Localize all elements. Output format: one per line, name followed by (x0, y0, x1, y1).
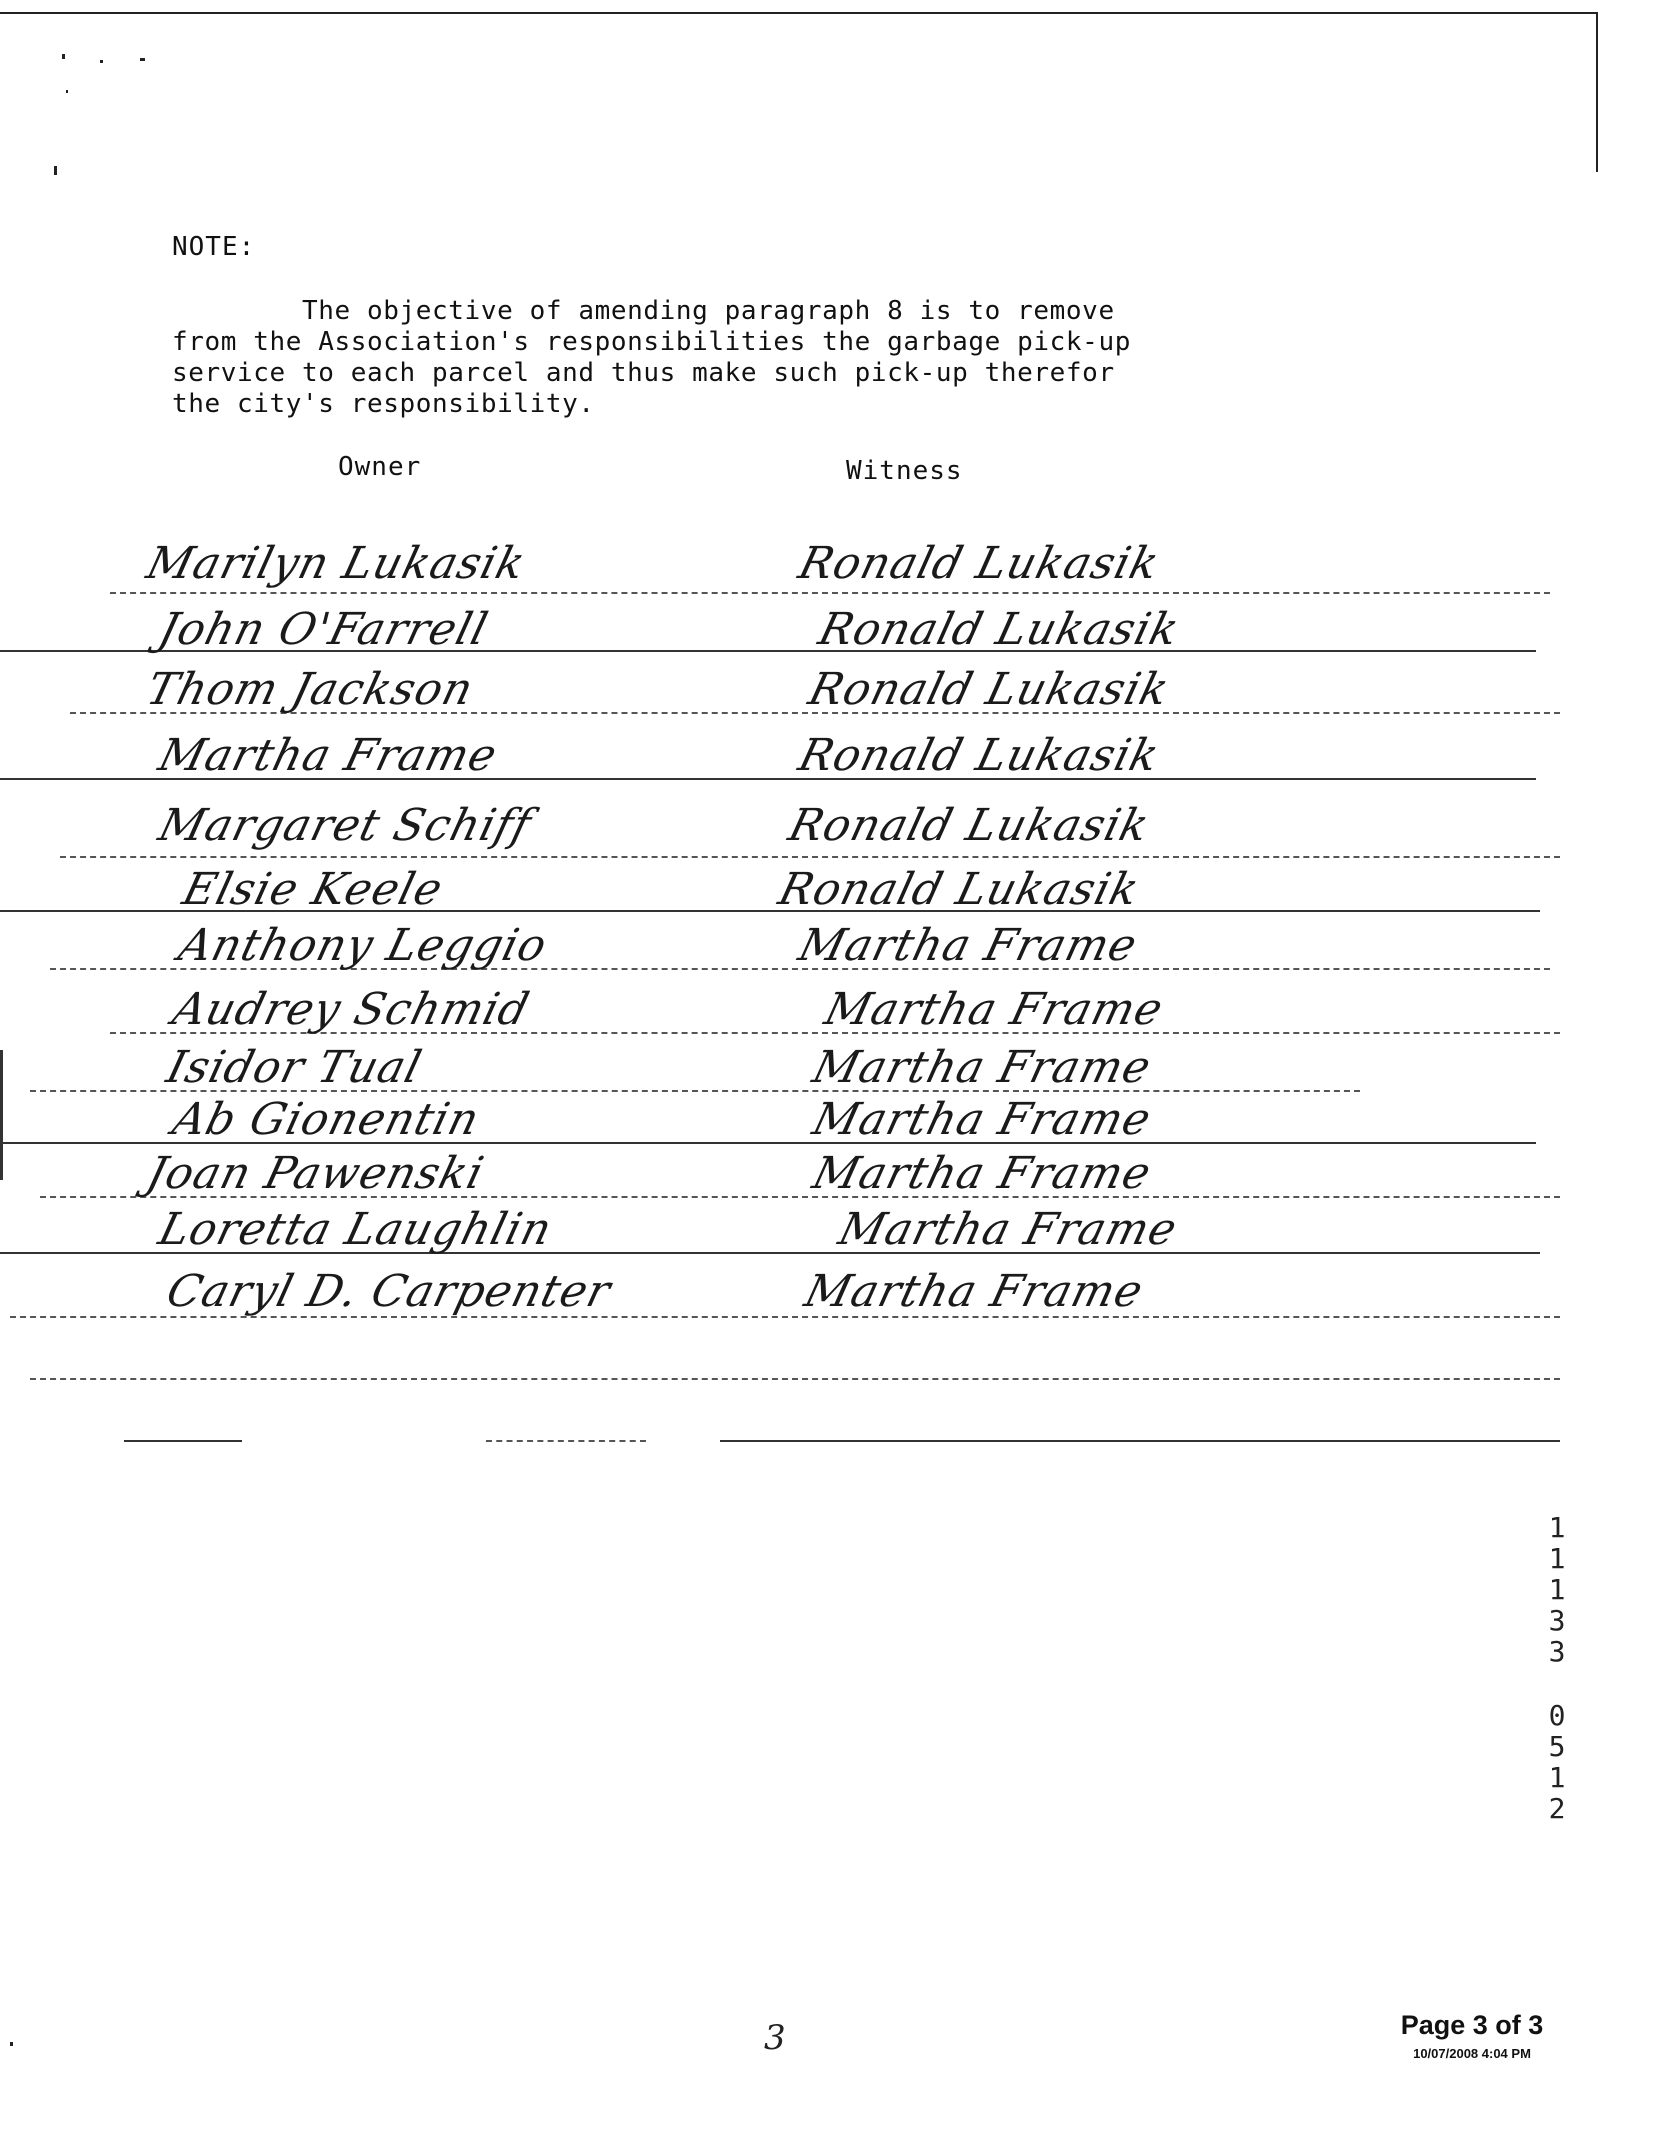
owner-signature: Elsie Keele (177, 864, 449, 915)
witness-signature: Ronald Lukasik (793, 538, 1165, 589)
witness-signature: Martha Frame (793, 920, 1143, 971)
witness-signature: Ronald Lukasik (793, 730, 1165, 781)
witness-signature: Ronald Lukasik (813, 604, 1185, 655)
witness-column-heading: Witness (846, 456, 963, 486)
owner-signature: Martha Frame (153, 730, 503, 781)
stamp-digit: 1 (1548, 1511, 1566, 1544)
owner-signature: Isidor Tual (161, 1042, 428, 1093)
signature-line (30, 1378, 1560, 1380)
owner-column-heading: Owner (338, 452, 422, 482)
note-label: NOTE: (172, 232, 256, 262)
witness-signature: Ronald Lukasik (783, 800, 1155, 851)
owner-signature: Loretta Laughlin (153, 1204, 558, 1255)
signature-line (486, 1440, 646, 1442)
print-timestamp: 10/07/2008 4:04 PM (1413, 2046, 1531, 2061)
stamp-digit: 2 (1548, 1792, 1566, 1825)
owner-signature: John O'Farrell (153, 604, 494, 655)
stamp-digit: 0 (1548, 1699, 1566, 1732)
witness-signature: Martha Frame (833, 1204, 1183, 1255)
witness-signature: Martha Frame (819, 984, 1169, 1035)
owner-signature: Caryl D. Carpenter (161, 1266, 617, 1317)
stamp-digit: 3 (1548, 1604, 1566, 1637)
owner-signature: Joan Pawenski (141, 1148, 490, 1199)
owner-signature: Ab Gionentin (167, 1094, 485, 1145)
signature-line (720, 1440, 1560, 1442)
stamp-digit: 3 (1548, 1635, 1566, 1668)
owner-signature: Anthony Leggio (173, 920, 553, 971)
witness-signature: Ronald Lukasik (773, 864, 1145, 915)
signature-line (124, 1440, 242, 1442)
side-stamp-top (1546, 1512, 1568, 1667)
witness-signature: Martha Frame (807, 1042, 1157, 1093)
signature-line (110, 592, 1550, 594)
stamp-digit: 5 (1548, 1730, 1566, 1763)
owner-signature: Marilyn Lukasik (141, 538, 531, 589)
stamp-digit: 1 (1548, 1542, 1566, 1575)
witness-signature: Ronald Lukasik (803, 664, 1175, 715)
page-counter: Page 3 of 3 (1400, 2010, 1544, 2040)
owner-signature: Margaret Schiff (153, 800, 537, 851)
side-stamp-bottom (1546, 1700, 1568, 1824)
note-body: The objective of amending paragraph 8 is to remove from the Association's responsibilities the garbage pick-up service to each parcel and thus make such pick-up therefor the city's responsibility. (172, 296, 1131, 419)
signature-line (60, 856, 1560, 858)
stamp-digit: 1 (1548, 1573, 1566, 1606)
owner-signature: Thom Jackson (141, 664, 479, 715)
witness-signature: Martha Frame (807, 1148, 1157, 1199)
owner-signature: Audrey Schmid (167, 984, 535, 1035)
witness-signature: Martha Frame (799, 1266, 1149, 1317)
stamp-digit: 1 (1548, 1761, 1566, 1794)
witness-signature: Martha Frame (807, 1094, 1157, 1145)
handwritten-page-number: 3 (764, 2018, 786, 2058)
